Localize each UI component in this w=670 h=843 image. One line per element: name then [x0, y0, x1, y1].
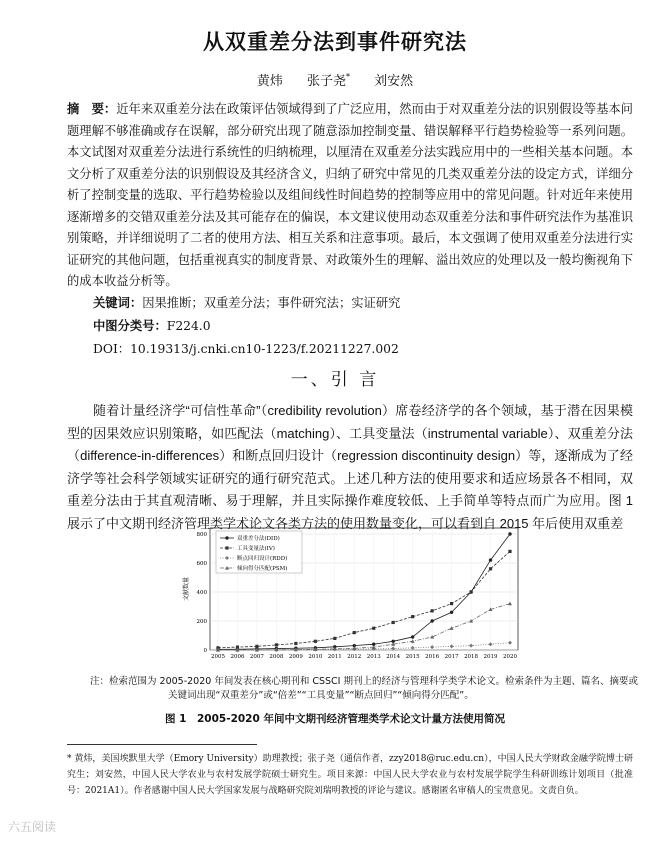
x-tick-label: 2009 [288, 654, 303, 660]
author-1: 黄炜 [256, 74, 283, 89]
author-3: 刘安然 [374, 74, 414, 89]
data-point [411, 646, 415, 650]
data-point [508, 602, 512, 606]
x-tick-label: 2006 [230, 654, 245, 660]
classification [93, 316, 211, 334]
y-axis-label: 文献数量 [183, 576, 190, 602]
paper-title: 从双重差分法到事件研究法 [203, 30, 467, 54]
data-point [411, 615, 414, 618]
keywords-text: 因果推断；双重差分法；事件研究法；实证研究 [142, 296, 401, 310]
data-point [450, 644, 454, 648]
x-tick-label: 2018 [464, 654, 479, 660]
data-point [450, 611, 453, 614]
figure-note-line-2: 关键词出现“双重差分”或“倍差”“工具变量”“断点回归”“倾向得分匹配”。 [168, 690, 474, 701]
legend-label: 倾向得分匹配(PSM) [237, 566, 288, 572]
doi-text: 10.19313/j.cnki.cn10-1223/f.20211227.002 [130, 342, 399, 356]
data-point [411, 639, 415, 643]
x-tick-label: 2010 [308, 654, 323, 660]
abstract-label: 摘 要： [67, 102, 117, 116]
keywords [93, 293, 400, 311]
x-tick-label: 2014 [386, 654, 401, 660]
author-list [0, 70, 670, 89]
x-tick-label: 2005 [211, 654, 225, 660]
abstract [67, 99, 633, 293]
x-tick-label: 2008 [269, 654, 284, 660]
x-tick-label: 2017 [444, 654, 459, 660]
y-tick-label: 400 [196, 590, 207, 596]
footnote-divider [67, 744, 257, 745]
author-mark: * [346, 72, 350, 82]
data-point [489, 642, 493, 646]
x-tick-label: 2007 [249, 654, 264, 660]
data-point [372, 627, 375, 630]
author-2 [307, 74, 350, 89]
doi [93, 339, 399, 357]
figure-1-chart [180, 524, 530, 672]
x-tick-label: 2019 [483, 654, 498, 660]
x-tick-label: 2012 [347, 654, 362, 660]
x-tick-label: 2016 [425, 654, 440, 660]
data-point [508, 641, 512, 645]
data-point [314, 640, 317, 643]
data-point [411, 635, 414, 638]
y-tick-label: 800 [196, 532, 207, 538]
data-point [508, 550, 511, 553]
data-point [450, 602, 453, 605]
x-tick-label: 2015 [405, 654, 420, 660]
classification-label: 中图分类号： [93, 319, 167, 333]
watermark: 六五阅读 [8, 820, 57, 834]
y-tick-label: 200 [196, 619, 207, 625]
x-tick-label: 2020 [503, 654, 517, 660]
x-tick-label: 2011 [327, 654, 342, 660]
data-point [353, 631, 356, 634]
data-point [225, 536, 228, 539]
data-point [275, 643, 278, 646]
data-point [392, 621, 395, 624]
y-tick-label: 600 [196, 561, 207, 567]
data-point [430, 619, 433, 622]
legend-label: 双重差分法(DID) [237, 536, 280, 542]
data-point [225, 546, 228, 549]
section-title: 一、引 言 [290, 370, 380, 390]
author-2-name: 张子尧 [306, 74, 346, 89]
figure-caption: 图 1 2005-2020 年间中文期刊经济管理类学术论文计量方法使用简况 [165, 713, 505, 725]
figure-note-line-1: 注：检索范围为 2005-2020 年间发表在核心期刊和 CSSCI 期刊上的经济与管理科学类学术论文。检索条件为主题、篇名、摘要或 [90, 676, 638, 687]
data-point [255, 645, 258, 648]
author-footnote: * 黄炜，美国埃默里大学（Emory University）助理教授；张子尧（通信作者，zzy2018@ruc.edu.cn），中国人民大学财政金融学院博士研究生；刘安然，中国人民大学农业与农村发展学院硕士研究生。项目来源：中国人民大学农业与农村发展学院学生科研训练计划项目（批准号：2021A1）。作者感谢中国人民大学国家发展与战略研究院刘瑞明教授的评论与建议。感谢匿名审稿人的宝贵意见。文责自负。 [67, 754, 633, 796]
abstract-text: 近年来双重差分法在政策评估领域得到了广泛应用，然而由于对双重差分法的识别假设等基本问题理解不够准确或存在误解，部分研究出现了随意添加控制变量、错误解释平行趋势检验等一系列问题。本文试图对双重差分法进行系统性的归纳梳理，以厘清在双重差分法实践应用中的一些相关基本问题。本文分析了双重差分法的识别假设及其经济含义，归纳了研究中常见的几类双重差分法的设定方式，详细分析了控制变量的选取、平行趋势检验以及组间线性时间趋势的控制等应用中的常见问题。针对近年来使用逐渐增多的交错双重差分法及其可能存在的偏误，本文建议使用动态双重差分法和事件研究法作为基准识别策略，并详细说明了二者的使用方法、相互关系和注意事项。最后，本文强调了使用双重差分法进行实证研究的其他问题，包括重视真实的制度背景、对政策外生的理解、溢出效应的处理以及一般均衡视角下的成本收益分析等。 [67, 102, 633, 288]
series-line [218, 604, 510, 650]
data-point [294, 642, 297, 645]
data-point [508, 532, 511, 535]
data-point [333, 637, 336, 640]
legend-label: 工具变量法(IV) [237, 546, 275, 552]
legend-label: 断点回归设计(RDD) [237, 556, 288, 562]
data-point [469, 644, 473, 648]
classification-text: F224.0 [166, 319, 211, 333]
data-point [489, 567, 492, 570]
data-point [489, 558, 492, 561]
x-tick-label: 2013 [366, 654, 381, 660]
y-tick-label: 0 [203, 648, 207, 654]
figure-note [90, 675, 638, 703]
keywords-label: 关键词： [93, 296, 143, 310]
data-point [431, 609, 434, 612]
data-point [469, 590, 472, 593]
body-paragraph: 随着计量经济学“可信性革命”（credibility revolution）席卷经济学的各个领域，基于潜在因果模型的因果效应识别策略，如匹配法（matching）、工具变量法（instrumental variable）、双重差分法（difference-in-differences）和断点回归设计（regression discontinuity design）等，逐渐成为了经济学等社会科学领域实证研究的通行研究范式。上述几种方法的使用要求和适应场景各不相同，双重差分法由于其直观清晰、易于理解，并且实际操作难度较低、上手简单等特点而广为应用。图 1 展示了中文期刊经济管理类学术论文各类方法的使用数量变化，可以看到自 2015 年后使用双重差 [67, 403, 633, 531]
doi-label: DOI： [93, 342, 131, 356]
data-point [430, 645, 434, 649]
